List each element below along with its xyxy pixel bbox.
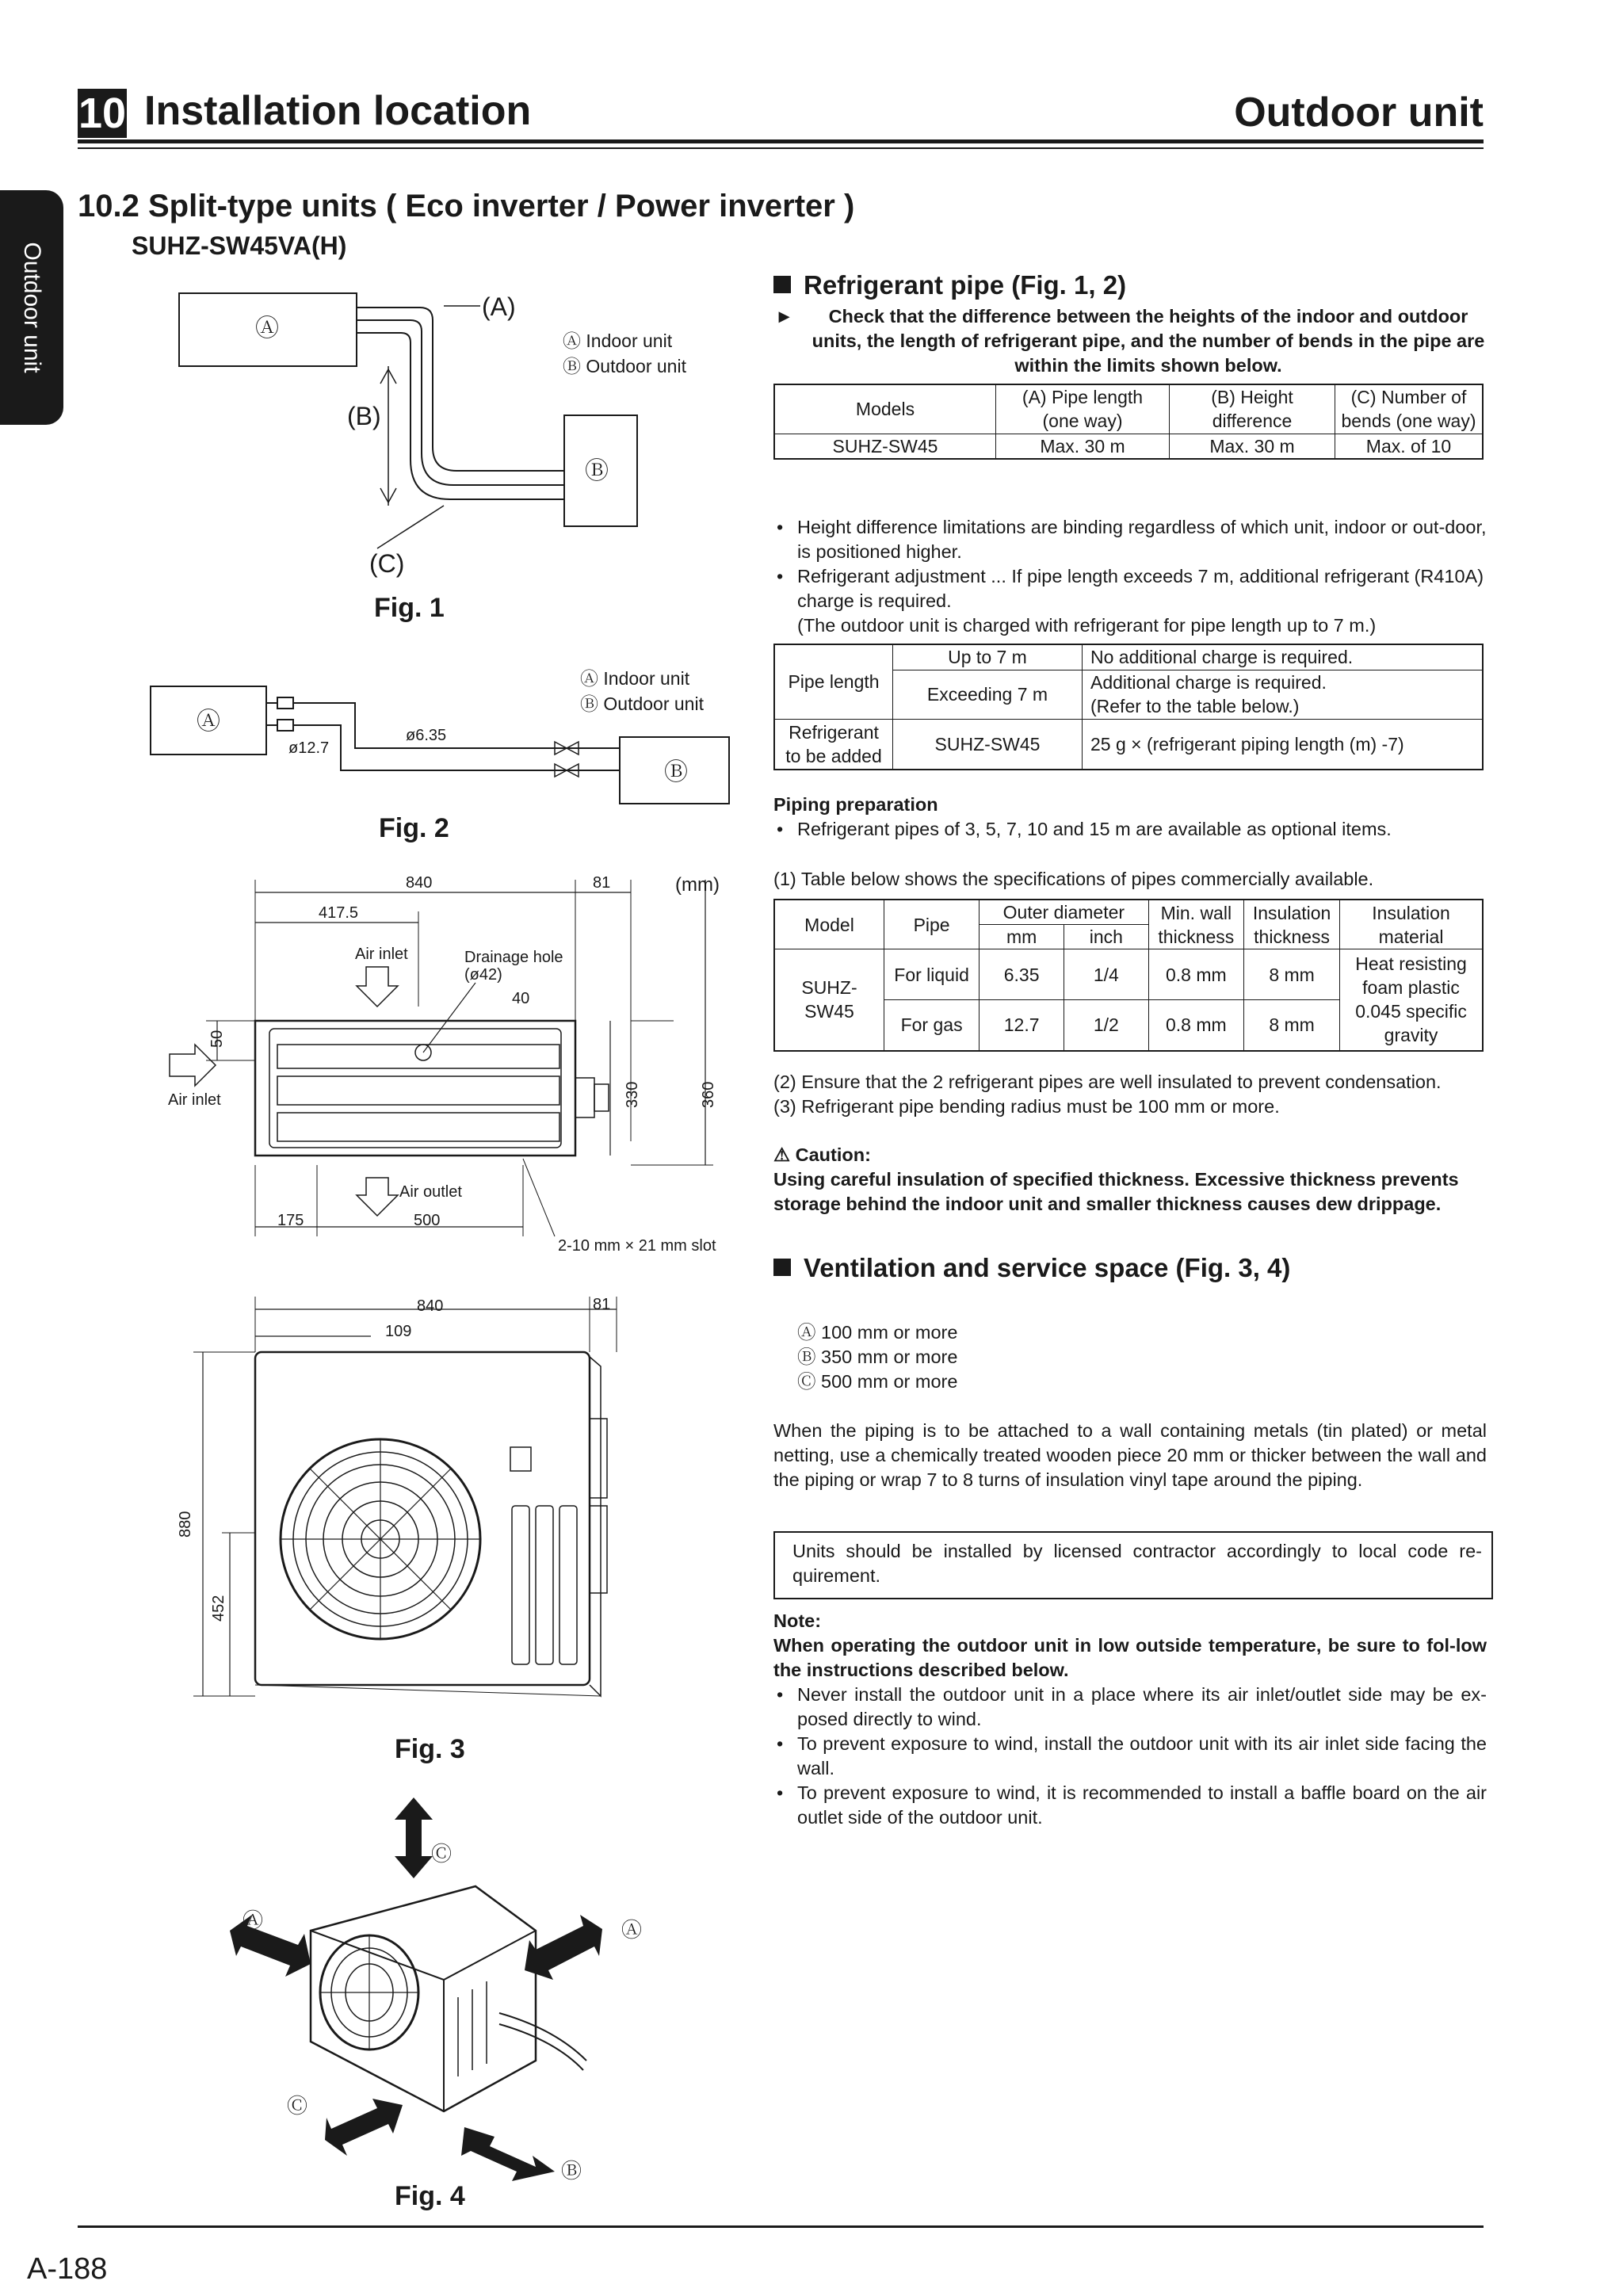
fig1-marker-b: Ⓑ: [585, 458, 609, 484]
spec-row-liquid-ins: 8 mm: [1244, 949, 1340, 1000]
top-view-unit: [255, 1021, 575, 1156]
spec-header-inch: inch: [1064, 925, 1149, 949]
fig2-marker-b: Ⓑ: [664, 759, 688, 785]
topview-dim-360: 360: [700, 1081, 717, 1108]
topview-dim-4175: 417.5: [319, 904, 359, 922]
note-bullet-1: • Never install the outdoor unit in a place where its air inlet/outlet side may be ex-posed directly to wind.: [773, 1683, 1487, 1732]
charge-no-charge: No additional charge is required.: [1083, 644, 1484, 670]
piping-prep-bullet: • Refrigerant pipes of 3, 5, 7, 10 and 15 m are available as optional items.: [773, 817, 1487, 842]
fig2-diameter-1: ø12.7: [288, 739, 330, 757]
note-title: Note:: [773, 1610, 822, 1631]
topview-drain-hole: Drainage hole: [464, 949, 563, 966]
note-bullet-3: • To prevent exposure to wind, it is recommended to install a baffle board on the air outlet side of the outdoor unit.: [773, 1781, 1487, 1830]
charge-table: [773, 644, 1484, 770]
chapter-number: 10: [78, 90, 127, 137]
topview-unit: (mm): [675, 874, 720, 896]
topview-dim-40: 40: [512, 990, 530, 1007]
caution-title: Caution:: [795, 1144, 871, 1165]
spec-row-gas-pipe: For gas: [884, 1000, 980, 1051]
note-bullet-2: • To prevent exposure to wind, install the outdoor unit with its air inlet side facing the wall.: [773, 1732, 1487, 1781]
topview-dim-81: 81: [593, 874, 611, 892]
limits-header-models: Models: [774, 384, 996, 434]
charge-refrigerant-added: Refrigerant to be added: [774, 719, 893, 770]
note-bold: When operating the outdoor unit in low outside temperature, be sure to fol-low the instructions described below.: [773, 1635, 1487, 1680]
side-tab-label: Outdoor unit: [19, 242, 45, 373]
limits-cell-model: SUHZ-SW45: [774, 434, 996, 459]
ventilation-heading-text: Ventilation and service space (Fig. 3, 4): [804, 1253, 1291, 1282]
licensed-contractor-box: Units should be installed by licensed contractor accordingly to local code re-quirement.: [773, 1531, 1493, 1599]
refrigerant-heading-text: Refrigerant pipe (Fig. 1, 2): [804, 270, 1127, 300]
fig3-caption: Fig. 3: [395, 1734, 465, 1764]
spec-row-liquid-mm: 6.35: [980, 949, 1064, 1000]
left-figures: [0, 0, 761, 2219]
vent-item-a: Ⓐ 100 mm or more: [797, 1322, 958, 1343]
fig4-marker-a-right: Ⓐ: [621, 1918, 643, 1942]
spec-row-liquid-wall: 0.8 mm: [1148, 949, 1244, 1000]
fig3-dim-840: 840: [417, 1297, 444, 1315]
footer-rule: [78, 2225, 1484, 2228]
fig3-dim-880: 880: [177, 1511, 194, 1538]
topview-dim-500: 500: [414, 1212, 441, 1229]
heading-bullet-square: [773, 1259, 791, 1276]
limits-table: [773, 384, 1484, 460]
fig1-label-a: (A): [482, 292, 516, 321]
spec-material: Heat resisting foam plastic 0.045 specific gravity: [1340, 949, 1483, 1051]
charge-up-to: Up to 7 m: [893, 644, 1083, 670]
fig4-marker-a-left: Ⓐ: [242, 1908, 264, 1932]
fig3-dim-81: 81: [593, 1296, 611, 1313]
heading-bullet-square: [773, 276, 791, 293]
charge-formula: 25 g × (refrigerant piping length (m) -7): [1083, 719, 1484, 770]
limits-cell-bends: Max. of 10: [1335, 434, 1484, 459]
fig4-marker-c-bottom: Ⓒ: [287, 2094, 308, 2118]
limits-cell-height: Max. 30 m: [1170, 434, 1335, 459]
fig3-dim-109: 109: [385, 1323, 412, 1340]
page-number: A-188: [27, 2252, 108, 2286]
charge-pipe-length: Pipe length: [774, 644, 893, 719]
spec-header-mm: mm: [980, 925, 1064, 949]
fig1-caption: Fig. 1: [374, 593, 445, 623]
spec-row-gas-mm: 12.7: [980, 1000, 1064, 1051]
spec-row-liquid-inch: 1/4: [1064, 949, 1149, 1000]
topview-dim-840: 840: [406, 874, 433, 892]
note-2: (2) Ensure that the 2 refrigerant pipes are well insulated to prevent condensation.: [773, 1072, 1442, 1092]
spec-row-liquid-pipe: For liquid: [884, 949, 980, 1000]
refrigerant-heading: [773, 269, 1126, 301]
bullet-refrigerant-note: (The outdoor unit is charged with refrigerant for pipe length up to 7 m.): [797, 615, 1377, 636]
topview-dim-175: 175: [277, 1212, 304, 1229]
spec-header-ins-thick: Insulation thickness: [1244, 900, 1340, 949]
fig2-marker-a: Ⓐ: [197, 709, 220, 735]
fig1-legend-b: Ⓑ Outdoor unit: [563, 356, 686, 376]
bullet-refrigerant-adjust: • Refrigerant adjustment ... If pipe length exceeds 7 m, additional refrigerant (R410A) charge is required.: [773, 564, 1487, 613]
spec-table: [773, 899, 1484, 1052]
fig1-label-b: (B): [347, 402, 381, 430]
spec-model-name: SUHZ- SW45: [774, 949, 884, 1051]
charge-model: SUHZ-SW45: [893, 719, 1083, 770]
fig3-front-unit: [255, 1352, 590, 1685]
header-right-title: Outdoor unit: [1234, 90, 1484, 136]
spec-header-outer-dia: Outer diameter: [980, 900, 1148, 925]
fig2-caption: Fig. 2: [379, 813, 449, 843]
limits-header-pipe-length: (A) Pipe length (one way): [996, 384, 1170, 434]
spec-header-pipe: Pipe: [884, 900, 980, 949]
spec-header-ins-mat: Insulation material: [1340, 900, 1483, 949]
spec-intro: (1) Table below shows the specifications of pipes commercially available.: [773, 869, 1374, 889]
topview-slot: 2-10 mm × 21 mm slot: [558, 1237, 716, 1255]
topview-dim-330: 330: [624, 1081, 641, 1108]
charge-required: Additional charge is required.: [1090, 672, 1327, 693]
spec-header-min-wall: Min. wall thickness: [1148, 900, 1244, 949]
fig3-dim-452: 452: [210, 1595, 227, 1622]
spec-header-model: Model: [774, 900, 884, 949]
fig1-label-c: (C): [369, 549, 405, 578]
vent-item-b: Ⓑ 350 mm or more: [797, 1347, 958, 1367]
spec-row-gas-inch: 1/2: [1064, 1000, 1149, 1051]
fig2-legend-b: Ⓑ Outdoor unit: [580, 693, 704, 714]
charge-refer: (Refer to the table below.): [1090, 696, 1300, 716]
triangle-icon: ►: [775, 306, 794, 327]
limits-header-height: (B) Height difference: [1170, 384, 1335, 434]
fig4-caption: Fig. 4: [395, 2181, 465, 2211]
fig2-diameter-2: ø6.35: [406, 727, 447, 744]
caution-icon: ⚠: [773, 1144, 791, 1165]
vent-paragraph: When the piping is to be attached to a wall containing metals (tin plated) or metal netting, use a chemically treated wooden piece 20 mm or thicker between the wall and the piping or wrap 7 to 8 turns of insulation vinyl tape around the piping.: [773, 1420, 1487, 1490]
bullet-height-limit: • Height difference limitations are binding regardless of which unit, indoor or out-door, is positioned higher.: [773, 515, 1487, 564]
check-note: Check that the difference between the heights of the indoor and outdoor units, the length of refrigerant pipe, and the number of bends in the pipe are within the limits shown below.: [812, 306, 1485, 376]
ventilation-heading: [773, 1252, 1290, 1284]
page-title: Installation location: [144, 88, 532, 134]
note-3: (3) Refrigerant pipe bending radius must be 100 mm or more.: [773, 1096, 1280, 1117]
topview-air-inlet-top: Air inlet: [355, 946, 408, 963]
topview-drain-hole-dia: (ø42): [464, 966, 502, 984]
spec-row-gas-wall: 0.8 mm: [1148, 1000, 1244, 1051]
charge-exceeding: Exceeding 7 m: [893, 670, 1083, 719]
vent-item-c: Ⓒ 500 mm or more: [797, 1371, 958, 1392]
limits-cell-pipe-length: Max. 30 m: [996, 434, 1170, 459]
caution-text: Using careful insulation of specified thickness. Excessive thickness prevents storage behind the indoor unit and smaller thickness causes dew drippage.: [773, 1169, 1459, 1214]
section-title: 10.2 Split-type units ( Eco inverter / Power inverter ): [78, 189, 855, 223]
model-name: SUHZ-SW45VA(H): [132, 231, 347, 260]
spec-row-gas-ins: 8 mm: [1244, 1000, 1340, 1051]
topview-air-outlet: Air outlet: [399, 1183, 462, 1201]
fig1-legend-a: Ⓐ Indoor unit: [563, 330, 673, 351]
fig1-marker-a: Ⓐ: [255, 315, 279, 342]
fig4-unit: [311, 1886, 536, 2111]
fig4-marker-c-top: Ⓒ: [431, 1842, 453, 1866]
fig2-legend-a: Ⓐ Indoor unit: [580, 668, 690, 689]
limits-header-bends: (C) Number of bends (one way): [1335, 384, 1484, 434]
fig4-marker-b: Ⓑ: [561, 2159, 582, 2183]
topview-dim-50: 50: [208, 1030, 226, 1048]
topview-air-inlet-left: Air inlet: [168, 1091, 221, 1109]
piping-prep-title: Piping preparation: [773, 794, 938, 815]
